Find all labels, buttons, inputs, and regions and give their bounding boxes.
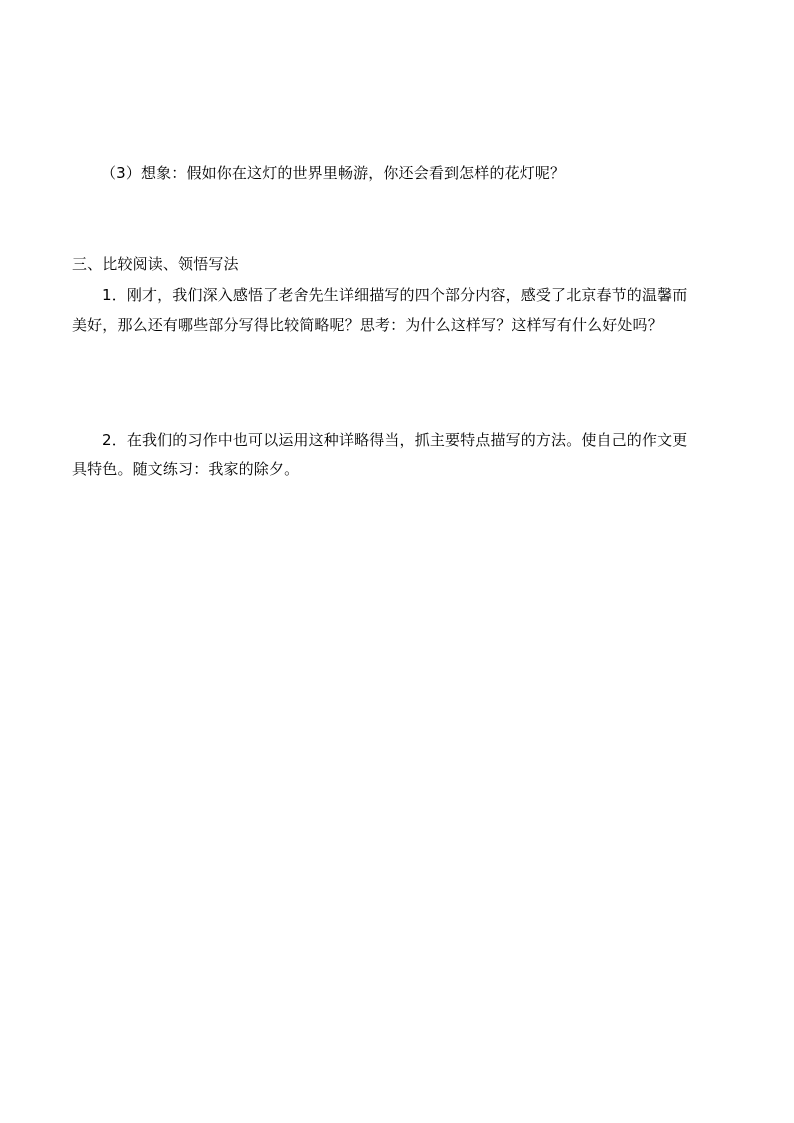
section-3-heading: 三、比较阅读、领悟写法 (72, 255, 239, 273)
item-1-line-2: 美好，那么还有哪些部分写得比较简略呢？思考：为什么这样写？这样写有什么好处吗？ (72, 316, 663, 334)
question-3-text: （3）想象：假如你在这灯的世界里畅游，你还会看到怎样的花灯呢？ (101, 164, 566, 182)
item-1-line-1: 1．刚才，我们深入感悟了老舍先生详细描写的四个部分内容，感受了北京春节的温馨而 (102, 286, 688, 304)
item-2-line-1: 2．在我们的习作中也可以运用这种详略得当，抓主要特点描写的方法。使自己的作文更 (102, 431, 688, 449)
item-2-line-2: 具特色。随文练习：我家的除夕。 (72, 460, 300, 478)
